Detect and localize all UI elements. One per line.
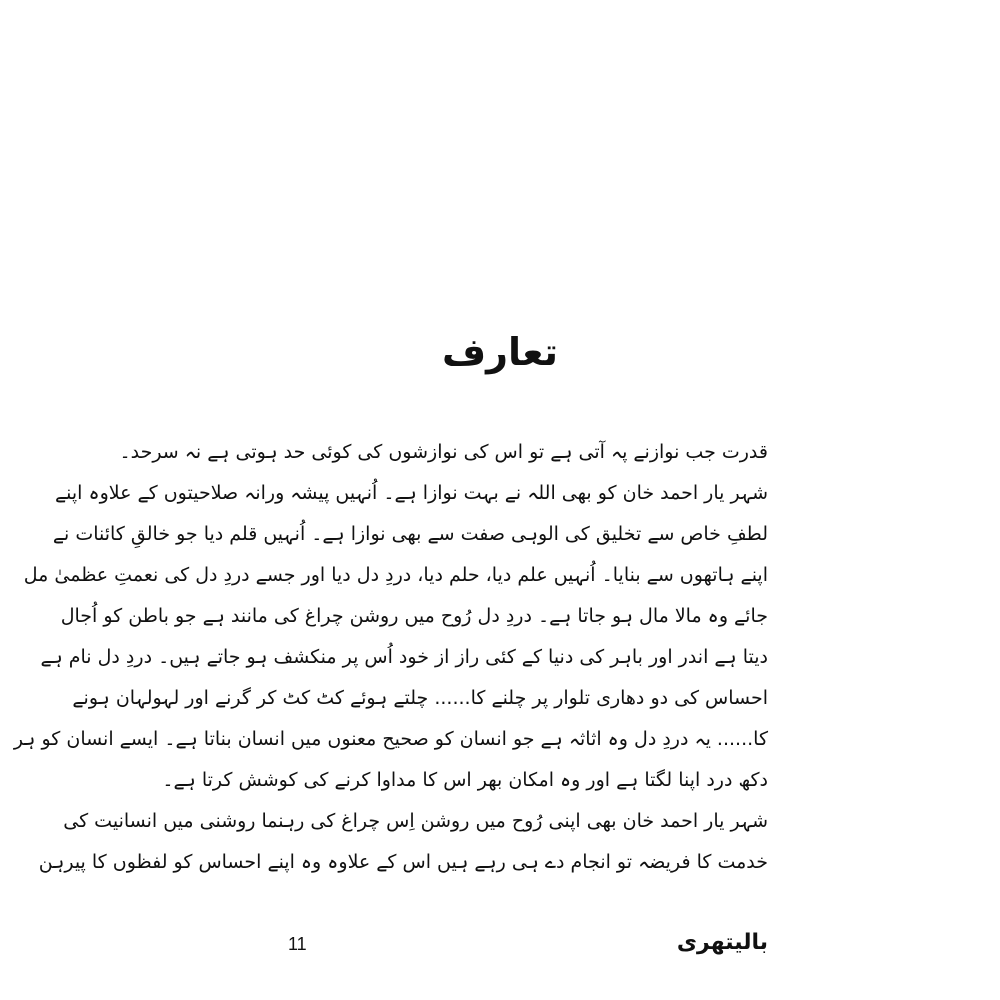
text-line: لطفِ خاص سے تخلیق کی الوہی صفت سے بھی نوازا ہے۔ اُنہیں قلم دیا جو خالقِ کائنات نے bbox=[52, 523, 768, 545]
body-text bbox=[13, 432, 768, 883]
text-line: قدرت جب نوازنے پہ آتی ہے تو اس کی نوازشوں کی کوئی حد ہوتی ہے نہ سرحد۔ bbox=[119, 441, 768, 463]
text-line: شہر یار احمد خان بھی اپنی رُوح میں روشن اِس چراغ کی رہنما روشنی میں انسانیت کی bbox=[63, 810, 768, 832]
text-line: دیتا ہے اندر اور باہر کی دنیا کے کئی راز از خود اُس پر منکشف ہو جاتے ہیں۔ دردِ دل نام ہے bbox=[40, 646, 768, 668]
text-line: اپنے ہاتھوں سے بنایا۔ اُنہیں علم دیا، حلم دیا، دردِ دل دیا اور جسے دردِ دل کی نعمتِ عظمیٰ مل bbox=[23, 564, 768, 586]
text-line: کا...... یہ دردِ دل وہ اثاثہ ہے جو انسان کو صحیح معنوں میں انسان بناتا ہے۔ ایسے انسان کو ہر bbox=[13, 728, 768, 750]
page-footer bbox=[228, 924, 768, 964]
text-line: احساس کی دو دھاری تلوار پر چلنے کا...... چلتے ہوئے کٹ کٹ کر گرنے اور لہولہان ہونے bbox=[72, 687, 768, 709]
text-line: خدمت کا فریضہ تو انجام دے ہی رہے ہیں اس کے علاوہ وہ اپنے احساس کو لفظوں کا پیرہن bbox=[38, 851, 768, 873]
running-book-title: بالیتھری bbox=[676, 930, 768, 955]
page-number: 11 bbox=[288, 934, 307, 954]
text-line: شہر یار احمد خان کو بھی اللہ نے بہت نوازا ہے۔ اُنہیں پیشہ ورانہ صلاحیتوں کے علاوہ اپنے bbox=[55, 482, 768, 504]
text-line: جائے وہ مالا مال ہو جاتا ہے۔ دردِ دل رُوح میں روشن چراغ کی مانند ہے جو باطن کو اُجال bbox=[60, 605, 768, 627]
page-title: تعارف bbox=[441, 330, 558, 374]
text-line: دکھ درد اپنا لگتا ہے اور وہ امکان بھر اس کا مداوا کرنے کی کوشش کرتا ہے۔ bbox=[162, 769, 768, 791]
